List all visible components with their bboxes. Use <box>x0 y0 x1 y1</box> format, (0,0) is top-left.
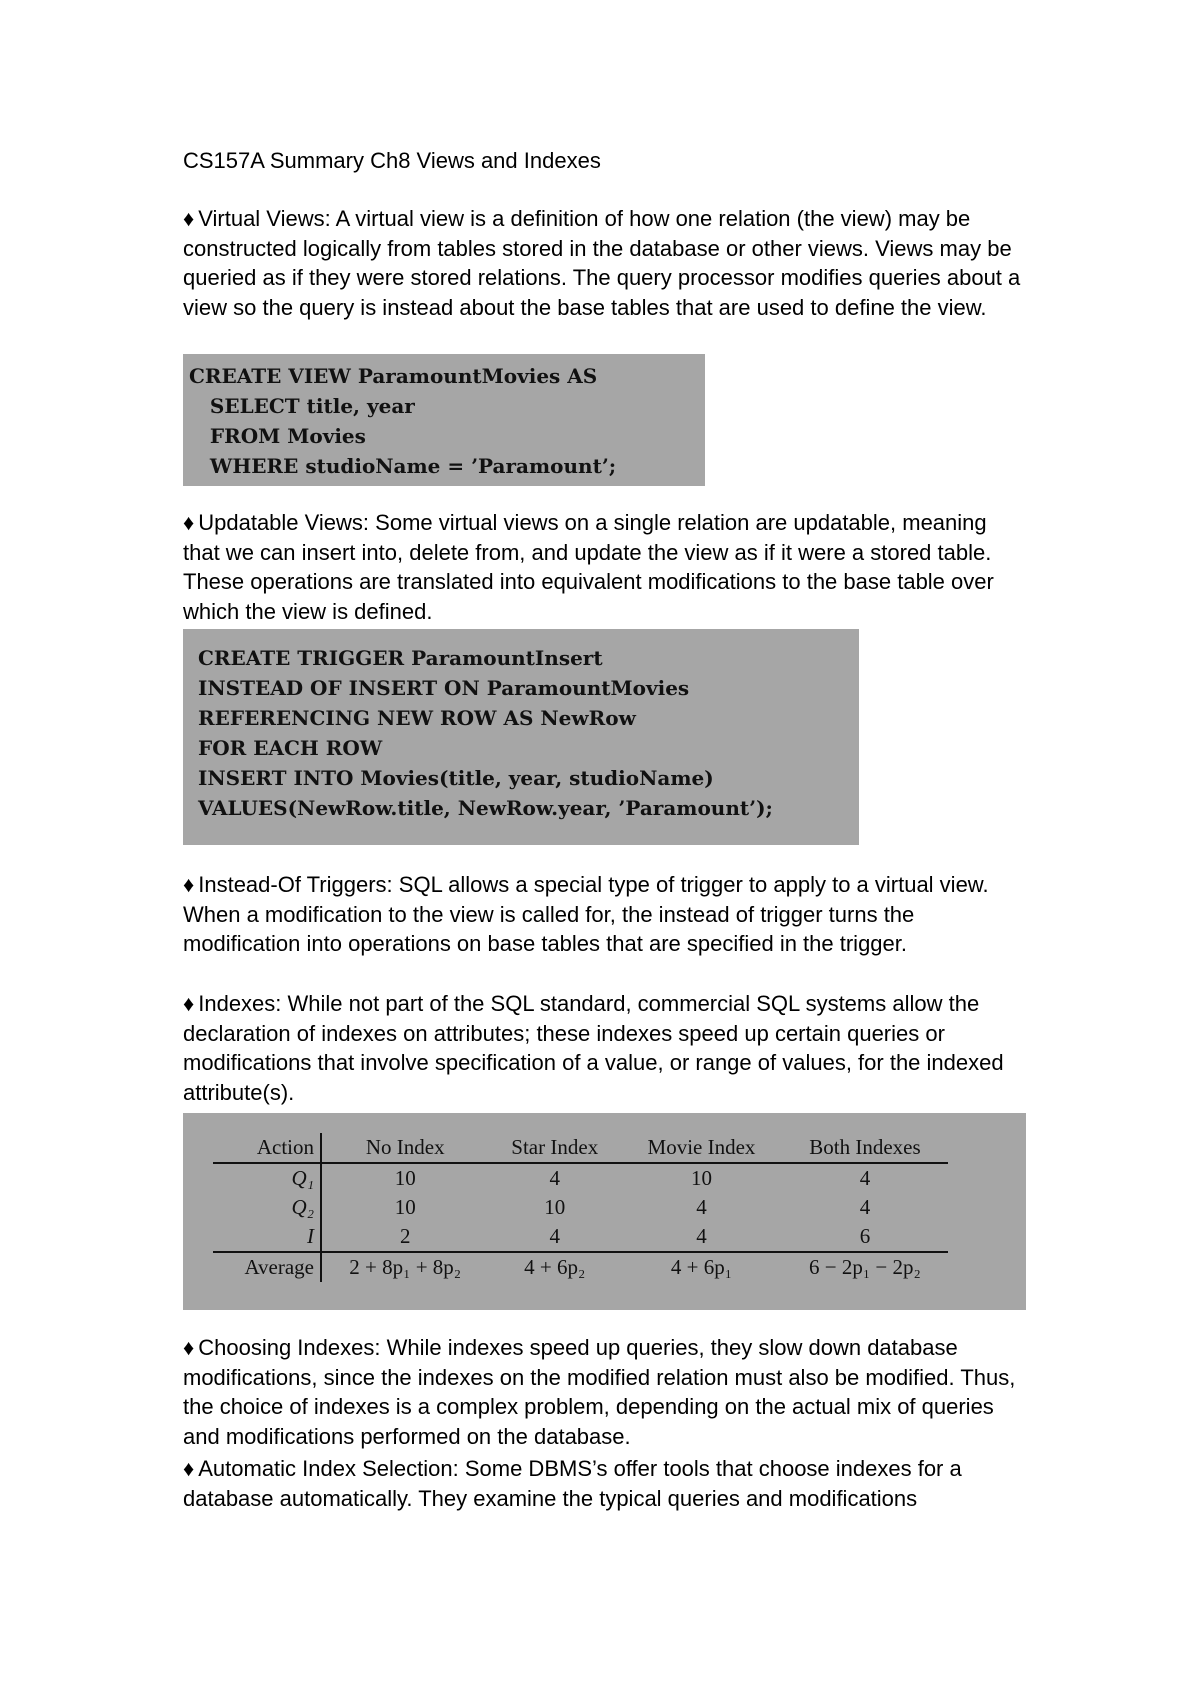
section-virtual-views <box>183 204 1023 322</box>
diamond-bullet-icon: ♦ <box>183 1456 195 1481</box>
table-cell: Q₂ <box>213 1193 321 1222</box>
table-cell: 4 + 6p₁ <box>621 1252 782 1282</box>
table-cell: 4 <box>696 1195 707 1219</box>
diamond-bullet-icon: ♦ <box>183 510 195 535</box>
section-heading: Updatable Views: <box>198 510 370 535</box>
code-create-view: CREATE VIEW ParamountMovies AS SELECT title, year FROM Movies WHERE studioName = ’Paramount’; <box>189 364 617 478</box>
table-header-cell: Action <box>213 1133 321 1163</box>
section-automatic-index-selection <box>183 1454 1023 1513</box>
table-cell: I <box>213 1222 321 1252</box>
table-header-cell: Star Index <box>488 1133 621 1163</box>
table-cell: 6 − 2p₁ − 2p₂ <box>782 1252 948 1282</box>
section-heading: Automatic Index Selection: <box>198 1456 459 1481</box>
table-cell: 4 <box>859 1195 871 1219</box>
table-header-cell: Movie Index <box>621 1133 782 1163</box>
table-cell: 10 <box>690 1166 712 1190</box>
table-cell: 10 <box>544 1195 566 1219</box>
diamond-bullet-icon: ♦ <box>183 206 195 231</box>
table-row <box>213 1222 948 1252</box>
diamond-bullet-icon: ♦ <box>183 1335 195 1360</box>
table-cell: 4 <box>696 1224 707 1248</box>
section-instead-of-triggers <box>183 870 1023 959</box>
index-cost-table-figure <box>183 1113 1026 1310</box>
table-cell: Average <box>213 1252 321 1282</box>
table-cell: 4 <box>549 1224 560 1248</box>
table-cell: 10 <box>394 1195 416 1219</box>
section-heading: Indexes: <box>198 991 282 1016</box>
code-create-trigger: CREATE TRIGGER ParamountInsert INSTEAD OF INSERT ON ParamountMovies REFERENCING NEW ROW AS NewRow FOR EACH ROW INSERT INTO Movies(title, year, studioName) VALUES(NewRow.title, NewRow.year, ’Paramount’); <box>198 646 773 820</box>
section-text: SQL allows a special type of trigger to apply to a virtual view. When a modification to the view is called for, the instead of trigger turns the modification into operations on base tables that are specified in the trigger. <box>183 872 989 956</box>
section-text: Some DBMS’s offer tools that choose indexes for a database automatically. They examine the typical queries and modifications <box>183 1456 962 1511</box>
table-cell: 10 <box>394 1166 416 1190</box>
section-text: A virtual view is a definition of how one relation (the view) may be constructed logically from tables stored in the database or other views. Views may be queried as if they were stored relations. The query processor modifies queries about a view so the query is instead about the base tables that are used to define the view. <box>183 206 1021 320</box>
table-cell: 2 <box>399 1224 411 1248</box>
index-cost-table <box>213 1133 948 1282</box>
section-heading: Virtual Views: <box>198 206 331 231</box>
table-average-row <box>213 1252 948 1282</box>
section-text: Some virtual views on a single relation are updatable, meaning that we can insert into, delete from, and update the view as if it were a stored table. These operations are translated into equivalent modifications to the base table over which the view is defined. <box>183 510 994 624</box>
document-title: CS157A Summary Ch8 Views and Indexes <box>183 148 601 173</box>
table-cell: 2 + 8p₁ + 8p₂ <box>321 1252 488 1282</box>
diamond-bullet-icon: ♦ <box>183 872 195 897</box>
table-row <box>213 1193 948 1222</box>
table-cell: 4 <box>549 1166 560 1190</box>
code-block-create-view <box>183 354 705 486</box>
table-row <box>213 1163 948 1193</box>
section-indexes <box>183 989 1023 1107</box>
section-heading: Instead-Of Triggers: <box>198 872 393 897</box>
section-choosing-indexes <box>183 1333 1023 1451</box>
section-heading: Choosing Indexes: <box>198 1335 381 1360</box>
section-text: While not part of the SQL standard, commercial SQL systems allow the declaration of indexes on attributes; these indexes speed up certain queries or modifications that involve specification of a value, or range of values, for the indexed attribute(s). <box>183 991 1004 1105</box>
table-header-cell: Both Indexes <box>782 1133 948 1163</box>
section-text: While indexes speed up queries, they slow down database modifications, since the indexes on the modified relation must also be modified. Thus, the choice of indexes is a complex problem, depending on the actual mix of queries and modifications performed on the database. <box>183 1335 1016 1449</box>
section-updatable-views <box>183 508 1023 626</box>
table-cell: 4 <box>859 1166 871 1190</box>
table-cell: Q₁ <box>213 1163 321 1193</box>
table-header-cell: No Index <box>321 1133 488 1163</box>
diamond-bullet-icon: ♦ <box>183 991 195 1016</box>
table-cell: 6 <box>859 1224 871 1248</box>
code-block-create-trigger <box>183 629 859 845</box>
table-cell: 4 + 6p₂ <box>488 1252 621 1282</box>
table-header-row <box>213 1133 948 1163</box>
